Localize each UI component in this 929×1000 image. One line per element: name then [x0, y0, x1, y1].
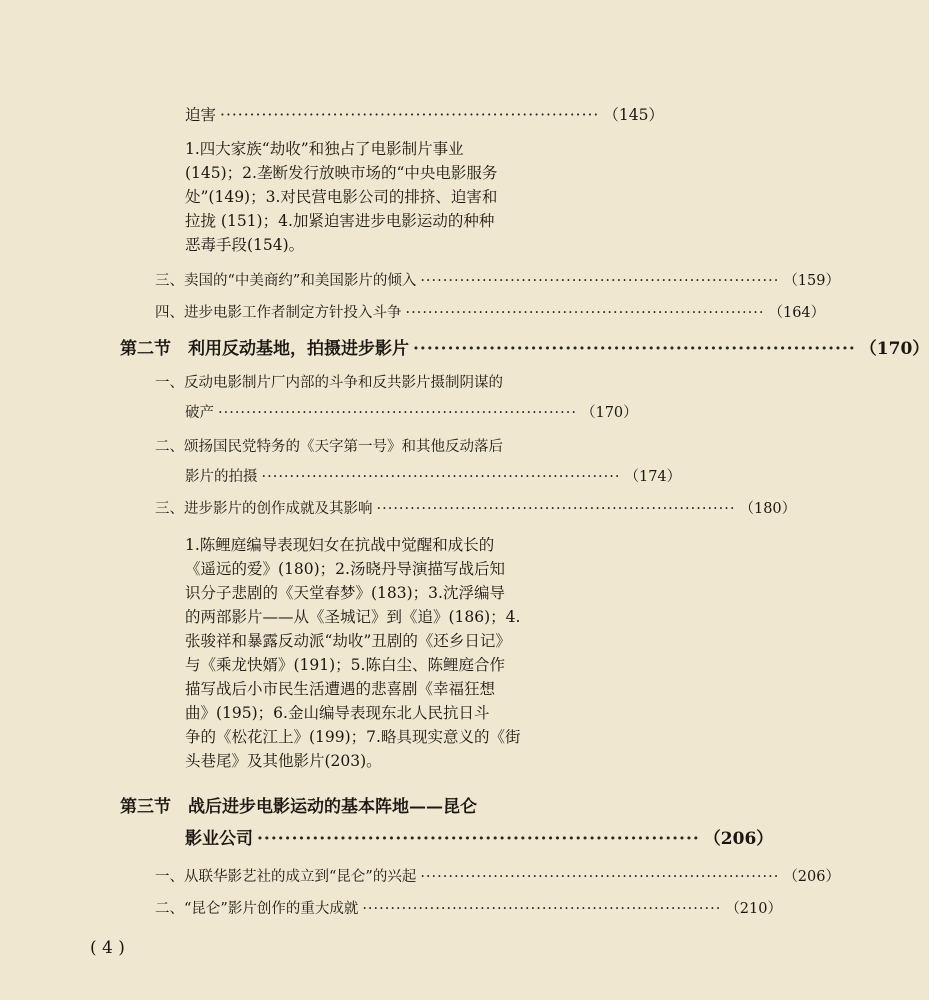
leader-dots: ································································ [376, 501, 736, 517]
toc-entry-title: 二、“昆仑”影片创作的重大成就 [155, 901, 359, 917]
toc-entry-studio-struggle [185, 402, 638, 424]
toc-entry-persecution [185, 104, 664, 126]
toc-entry-title-line1: 二、颂扬国民党特务的《天字第一号》和其他反动落后 [155, 439, 503, 455]
toc-entry-page: （206） [703, 829, 774, 849]
toc-entry-progressive-workers [155, 302, 826, 324]
leader-dots: ································································ [362, 901, 722, 917]
toc-entry-page: （170） [580, 405, 638, 421]
leader-dots: ································································ [218, 405, 577, 421]
toc-entry-sino-us-treaty [155, 270, 840, 292]
toc-detail-line: 头巷尾》及其他影片(203)。 [185, 752, 382, 770]
leader-dots: ································································ [413, 339, 856, 359]
toc-detail-line: 描写战后小市民生活遭遇的悲喜剧《幸福狂想 [185, 680, 496, 698]
toc-entry-progressive-films [155, 498, 797, 520]
toc-entry-page: （170） [859, 339, 929, 359]
leader-dots: ································································ [420, 273, 780, 289]
toc-entry-title: 影片的拍摄 [185, 469, 258, 485]
toc-entry-title: 四、进步电影工作者制定方针投入斗争 [155, 305, 402, 321]
leader-dots: ································································ [220, 106, 600, 124]
toc-entry-page: （180） [739, 501, 797, 517]
toc-entry-page: （206） [783, 869, 840, 885]
toc-entry-reactionary-films [185, 466, 682, 488]
toc-detail-line: 恶毒手段(154)。 [185, 236, 305, 254]
toc-entry-page: （159） [783, 273, 840, 289]
toc-section-3 [185, 828, 774, 850]
toc-section-title: 影业公司 [185, 829, 253, 849]
toc-section-3-line1: 第三节 战后进步电影运动的基本阵地——昆仑 [120, 797, 477, 817]
leader-dots: ································································ [261, 469, 621, 485]
leader-dots: ································································ [420, 869, 780, 885]
toc-detail-line: 识分子悲剧的《天堂春梦》(183)；3.沈浮编导 [185, 584, 505, 602]
toc-detail-line: 1.四大家族“劫收”和独占了电影制片事业 [185, 140, 464, 158]
toc-section-title: 第二节 利用反动基地，拍摄进步影片 [120, 339, 409, 359]
toc-detail-line: 《遥远的爱》(180)；2.汤晓丹导演描写战后知 [185, 560, 505, 578]
toc-detail-line: 的两部影片——从《圣城记》到《追》(186)；4. [185, 608, 521, 626]
toc-entry-page: （174） [624, 469, 682, 485]
toc-entry-page: （164） [768, 305, 826, 321]
toc-entry-title-line1: 一、反动电影制片厂内部的斗争和反共影片摄制阴谋的 [155, 375, 503, 391]
toc-entry-title: 一、从联华影艺社的成立到“昆仑”的兴起 [155, 869, 417, 885]
toc-entry-title: 三、进步影片的创作成就及其影响 [155, 501, 373, 517]
toc-entry-page: （210） [725, 901, 782, 917]
toc-detail-line: 1.陈鲤庭编导表现妇女在抗战中觉醒和成长的 [185, 536, 495, 554]
toc-detail-line: 张骏祥和暴露反动派“劫收”丑剧的《还乡日记》 [185, 632, 511, 650]
toc-entry-page: （145） [603, 106, 664, 124]
leader-dots: ································································ [405, 305, 765, 321]
toc-detail-line: 曲》(195)；6.金山编导表现东北人民抗日斗 [185, 704, 490, 722]
toc-entry-lianhua [155, 866, 840, 888]
toc-entry-title: 迫害 [185, 106, 217, 124]
toc-detail-line: 拉拢 (151)；4.加紧迫害进步电影运动的种种 [185, 212, 495, 230]
toc-detail-line: 与《乘龙快婿》(191)；5.陈白尘、陈鲤庭合作 [185, 656, 505, 674]
toc-detail-line: 处”(149)；3.对民营电影公司的排挤、迫害和 [185, 188, 498, 206]
leader-dots: ································································ [257, 829, 700, 849]
toc-entry-kunlun-achievements [155, 898, 782, 920]
toc-entry-title: 三、卖国的“中美商约”和美国影片的倾入 [155, 273, 417, 289]
toc-section-2 [120, 338, 929, 360]
toc-detail-line: (145)；2.垄断发行放映市场的“中央电影服务 [185, 164, 498, 182]
page-number: ( 4 ) [90, 938, 125, 958]
toc-entry-title: 破产 [185, 405, 214, 421]
toc-detail-line: 争的《松花江上》(199)；7.略具现实意义的《街 [185, 728, 521, 746]
